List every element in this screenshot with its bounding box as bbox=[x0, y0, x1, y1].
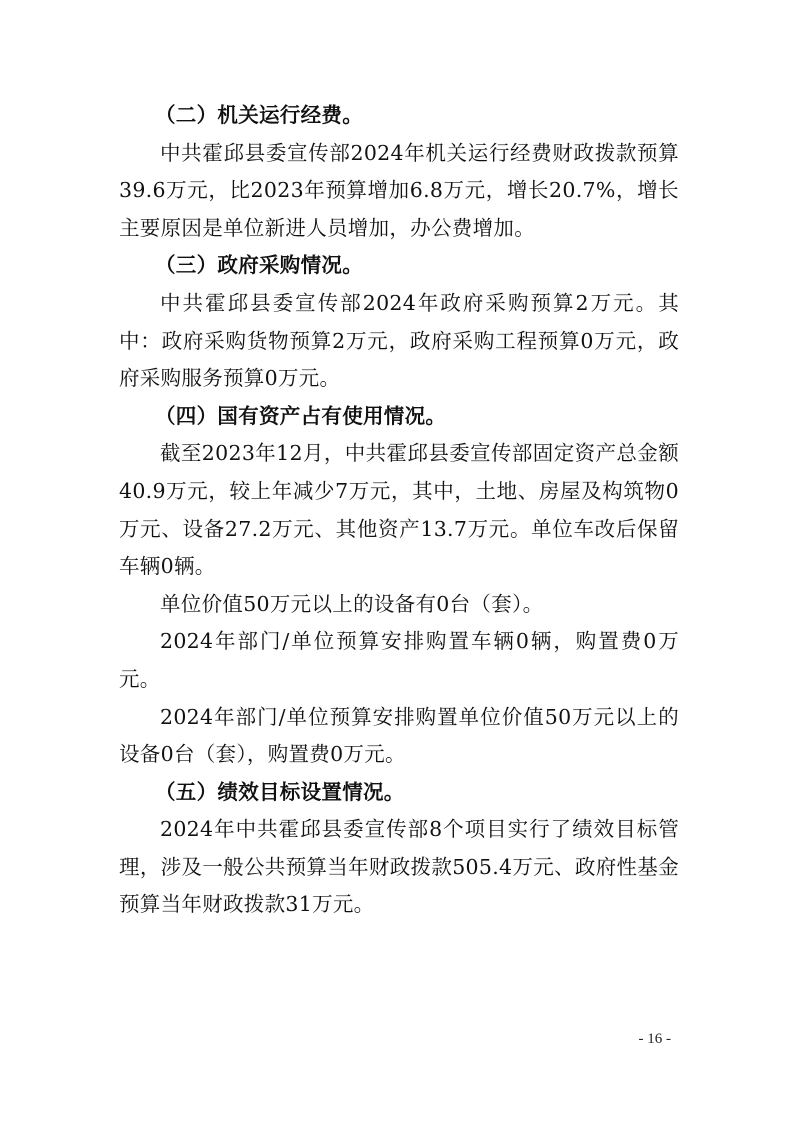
page-number: - 16 - bbox=[638, 1031, 671, 1047]
paragraph-equipment-purchase: 2024年部门/单位预算安排购置单位价值50万元以上的设备0台（套），购置费0万元。 bbox=[119, 704, 679, 767]
paragraph-fixed-assets: 截至2023年12月，中共霍邱县委宣传部固定资产总金额40.9万元，较上年减少7万元，其中，土地、房屋及构筑物0万元、设备27.2万元、其他资产13.7万元。单位车改后保留车辆0辆。 bbox=[119, 441, 679, 579]
section-heading-state-assets: （四）国有资产占有使用情况。 bbox=[155, 403, 447, 428]
section-heading-performance-targets: （五）绩效目标设置情况。 bbox=[155, 779, 405, 804]
section-heading-operating-funds: （二）机关运行经费。 bbox=[155, 103, 363, 127]
paragraph-operating-funds: 中共霍邱县委宣传部2024年机关运行经费财政拨款预算39.6万元，比2023年预算增加6.8万元，增长20.7%，增长主要原因是单位新进人员增加，办公费增加。 bbox=[119, 140, 679, 240]
paragraph-equipment-count: 单位价值50万元以上的设备有0台（套）。 bbox=[160, 591, 544, 616]
paragraph-vehicle-purchase: 2024年部门/单位预算安排购置车辆0辆，购置费0万元。 bbox=[119, 629, 679, 691]
section-heading-procurement: （三）政府采购情况。 bbox=[155, 253, 363, 278]
paragraph-performance-targets: 2024年中共霍邱县委宣传部8个项目实行了绩效目标管理，涉及一般公共预算当年财政拨款505.4万元、政府性基金预算当年财政拨款31万元。 bbox=[119, 817, 679, 917]
paragraph-procurement: 中共霍邱县委宣传部2024年政府采购预算2万元。其中：政府采购货物预算2万元，政府采购工程预算0万元，政府采购服务预算0万元。 bbox=[119, 290, 679, 391]
page-body bbox=[119, 97, 679, 924]
